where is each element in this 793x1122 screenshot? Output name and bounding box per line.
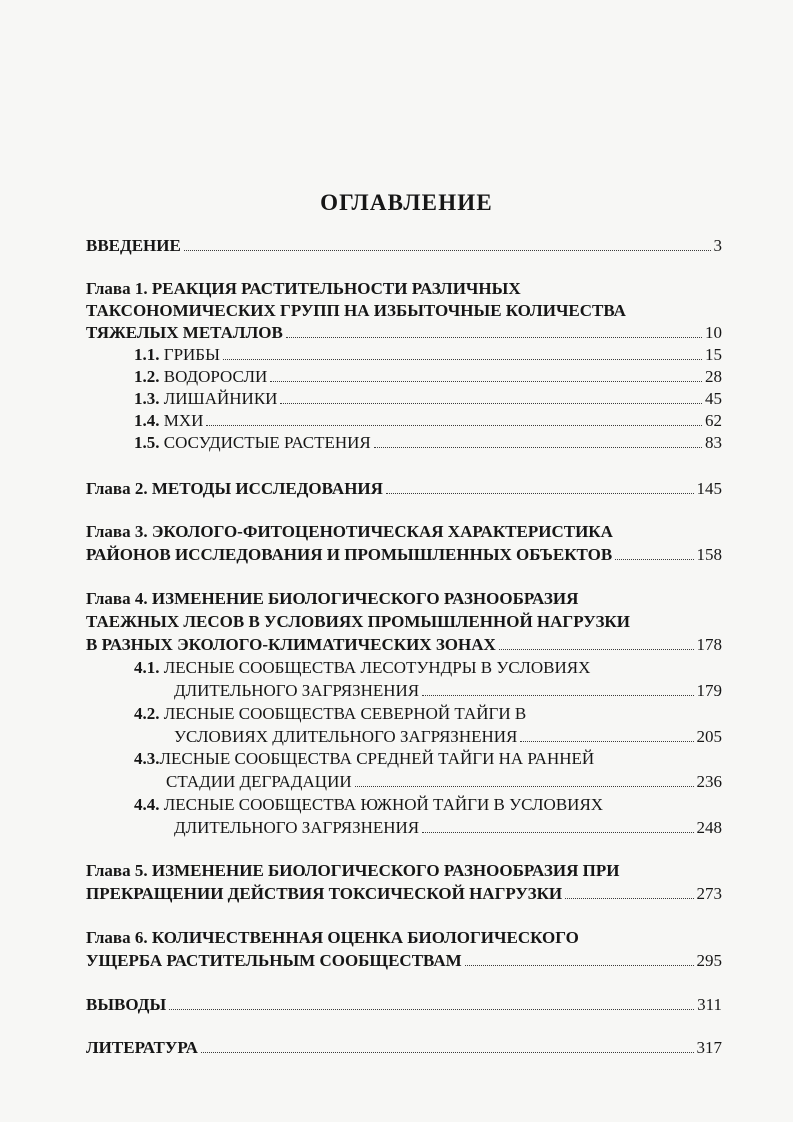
section-title: ЛЕСНЫЕ СООБЩЕСТВА ЮЖНОЙ ТАЙГИ В УСЛОВИЯХ (163, 795, 604, 814)
dot-leader (286, 337, 702, 338)
dot-leader (270, 381, 702, 382)
dot-leader (565, 898, 693, 899)
toc-page-number: 311 (697, 995, 722, 1014)
dot-leader (201, 1052, 694, 1053)
section-number: 1.5. (134, 433, 160, 452)
dot-leader (422, 832, 693, 833)
toc-entry-conclusions[interactable] (86, 994, 722, 1016)
section-title: ЛЕСНЫЕ СООБЩЕСТВА ЛЕСОТУНДРЫ В УСЛОВИЯХ (163, 658, 591, 677)
toc-section-4-1[interactable] (174, 680, 722, 702)
section-number: 1.4. (134, 411, 160, 430)
toc-page-number: 28 (705, 367, 722, 386)
toc-chapter1-line2: ТАКСОНОМИЧЕСКИХ ГРУПП НА ИЗБЫТОЧНЫЕ КОЛИЧЕСТВА (86, 301, 626, 320)
section-number: 4.1. (134, 658, 160, 677)
dot-leader (422, 695, 693, 696)
toc-entry-chapter1[interactable] (86, 322, 722, 344)
toc-label: ПРЕКРАЩЕНИИ ДЕЙСТВИЯ ТОКСИЧЕСКОЙ НАГРУЗКИ (86, 884, 563, 903)
toc-page-number: 145 (696, 479, 722, 498)
section-title: ГРИБЫ (163, 345, 220, 364)
toc-chapter4-line2: ТАЕЖНЫХ ЛЕСОВ В УСЛОВИЯХ ПРОМЫШЛЕННОЙ НАГРУЗКИ (86, 612, 630, 631)
toc-label: ВЫВОДЫ (86, 995, 167, 1014)
dot-leader (520, 741, 693, 742)
toc-page-number: 62 (705, 411, 722, 430)
toc-chapter5-line1: Глава 5. ИЗМЕНЕНИЕ БИОЛОГИЧЕСКОГО РАЗНООБРАЗИЯ ПРИ (86, 861, 620, 880)
section-title: ВОДОРОСЛИ (163, 367, 268, 386)
page-title: ОГЛАВЛЕНИЕ (320, 190, 493, 215)
section-title-continued: ДЛИТЕЛЬНОГО ЗАГРЯЗНЕНИЯ (174, 681, 420, 700)
toc-page-number: 248 (696, 818, 722, 837)
toc-label: ВВЕДЕНИЕ (86, 236, 181, 255)
toc-page-number: 295 (696, 951, 722, 970)
toc-section-1-3[interactable] (134, 388, 722, 410)
toc-section-4-3[interactable] (166, 771, 722, 793)
dot-leader (465, 965, 694, 966)
toc-page-number: 273 (696, 884, 722, 903)
toc-chapter6-line1: Глава 6. КОЛИЧЕСТВЕННАЯ ОЦЕНКА БИОЛОГИЧЕСКОГО (86, 928, 579, 947)
toc-chapter1-line1: Глава 1. РЕАКЦИЯ РАСТИТЕЛЬНОСТИ РАЗЛИЧНЫХ (86, 279, 521, 298)
toc-section-1-2[interactable] (134, 366, 722, 388)
dot-leader (206, 425, 702, 426)
toc-label: ТЯЖЕЛЫХ МЕТАЛЛОВ (86, 323, 283, 342)
toc-page-number: 179 (696, 681, 722, 700)
toc-page-number: 178 (696, 635, 722, 654)
toc-entry-chapter4[interactable] (86, 634, 722, 656)
toc-label: РАЙОНОВ ИССЛЕДОВАНИЯ И ПРОМЫШЛЕННЫХ ОБЪЕКТОВ (86, 545, 613, 564)
dot-leader (184, 250, 711, 251)
toc-section-4-1-title (134, 657, 590, 679)
toc-section-1-4[interactable] (134, 410, 722, 432)
toc-section-1-5[interactable] (134, 432, 722, 454)
toc-page-number: 45 (705, 389, 722, 408)
section-number: 4.2. (134, 704, 160, 723)
toc-chapter3-line1: Глава 3. ЭКОЛОГО-ФИТОЦЕНОТИЧЕСКАЯ ХАРАКТЕРИСТИКА (86, 522, 613, 541)
toc-page-number: 317 (696, 1038, 722, 1057)
section-title-continued: ДЛИТЕЛЬНОГО ЗАГРЯЗНЕНИЯ (174, 818, 420, 837)
toc-entry-literature[interactable] (86, 1037, 722, 1059)
toc-label: Глава 2. МЕТОДЫ ИССЛЕДОВАНИЯ (86, 479, 383, 498)
dot-leader (169, 1009, 694, 1010)
toc-page-number: 15 (705, 345, 722, 364)
toc-entry-intro[interactable] (86, 235, 722, 257)
dot-leader (280, 403, 702, 404)
section-title-continued: СТАДИИ ДЕГРАДАЦИИ (166, 772, 352, 791)
toc-page-number: 158 (696, 545, 722, 564)
dot-leader (499, 649, 694, 650)
section-title: ЛЕСНЫЕ СООБЩЕСТВА СЕВЕРНОЙ ТАЙГИ В (163, 704, 527, 723)
section-title: МХИ (163, 411, 204, 430)
section-title: ЛЕСНЫЕ СООБЩЕСТВА СРЕДНЕЙ ТАЙГИ НА РАННЕЙ (159, 749, 595, 768)
toc-chapter4-line1: Глава 4. ИЗМЕНЕНИЕ БИОЛОГИЧЕСКОГО РАЗНООБРАЗИЯ (86, 589, 579, 608)
toc-entry-chapter3[interactable] (86, 544, 722, 566)
dot-leader (223, 359, 702, 360)
section-title-continued: УСЛОВИЯХ ДЛИТЕЛЬНОГО ЗАГРЯЗНЕНИЯ (174, 727, 518, 746)
section-number: 4.4. (134, 795, 160, 814)
toc-page-number: 83 (705, 433, 722, 452)
toc-section-4-4-title (134, 794, 603, 816)
toc-entry-chapter2[interactable] (86, 478, 722, 500)
dot-leader (615, 559, 693, 560)
toc-label: В РАЗНЫХ ЭКОЛОГО-КЛИМАТИЧЕСКИХ ЗОНАХ (86, 635, 496, 654)
toc-page-number: 236 (696, 772, 722, 791)
dot-leader (386, 493, 694, 494)
toc-page-number: 3 (713, 236, 722, 255)
dot-leader (355, 786, 694, 787)
toc-section-1-1[interactable] (134, 344, 722, 366)
toc-entry-chapter5[interactable] (86, 883, 722, 905)
section-title: СОСУДИСТЫЕ РАСТЕНИЯ (163, 433, 371, 452)
toc-section-4-2[interactable] (174, 726, 722, 748)
toc-label: УЩЕРБА РАСТИТЕЛЬНЫМ СООБЩЕСТВАМ (86, 951, 462, 970)
toc-page-number: 205 (696, 727, 722, 746)
toc-entry-chapter6[interactable] (86, 950, 722, 972)
toc-section-4-2-title (134, 703, 526, 725)
dot-leader (374, 447, 702, 448)
toc-section-4-3-title (134, 748, 594, 770)
toc-page-number: 10 (705, 323, 722, 342)
section-number: 1.2. (134, 367, 160, 386)
toc-label: ЛИТЕРАТУРА (86, 1038, 198, 1057)
section-number: 1.1. (134, 345, 160, 364)
section-title: ЛИШАЙНИКИ (163, 389, 278, 408)
toc-section-4-4[interactable] (174, 817, 722, 839)
section-number: 1.3. (134, 389, 160, 408)
section-number: 4.3. (134, 749, 160, 768)
